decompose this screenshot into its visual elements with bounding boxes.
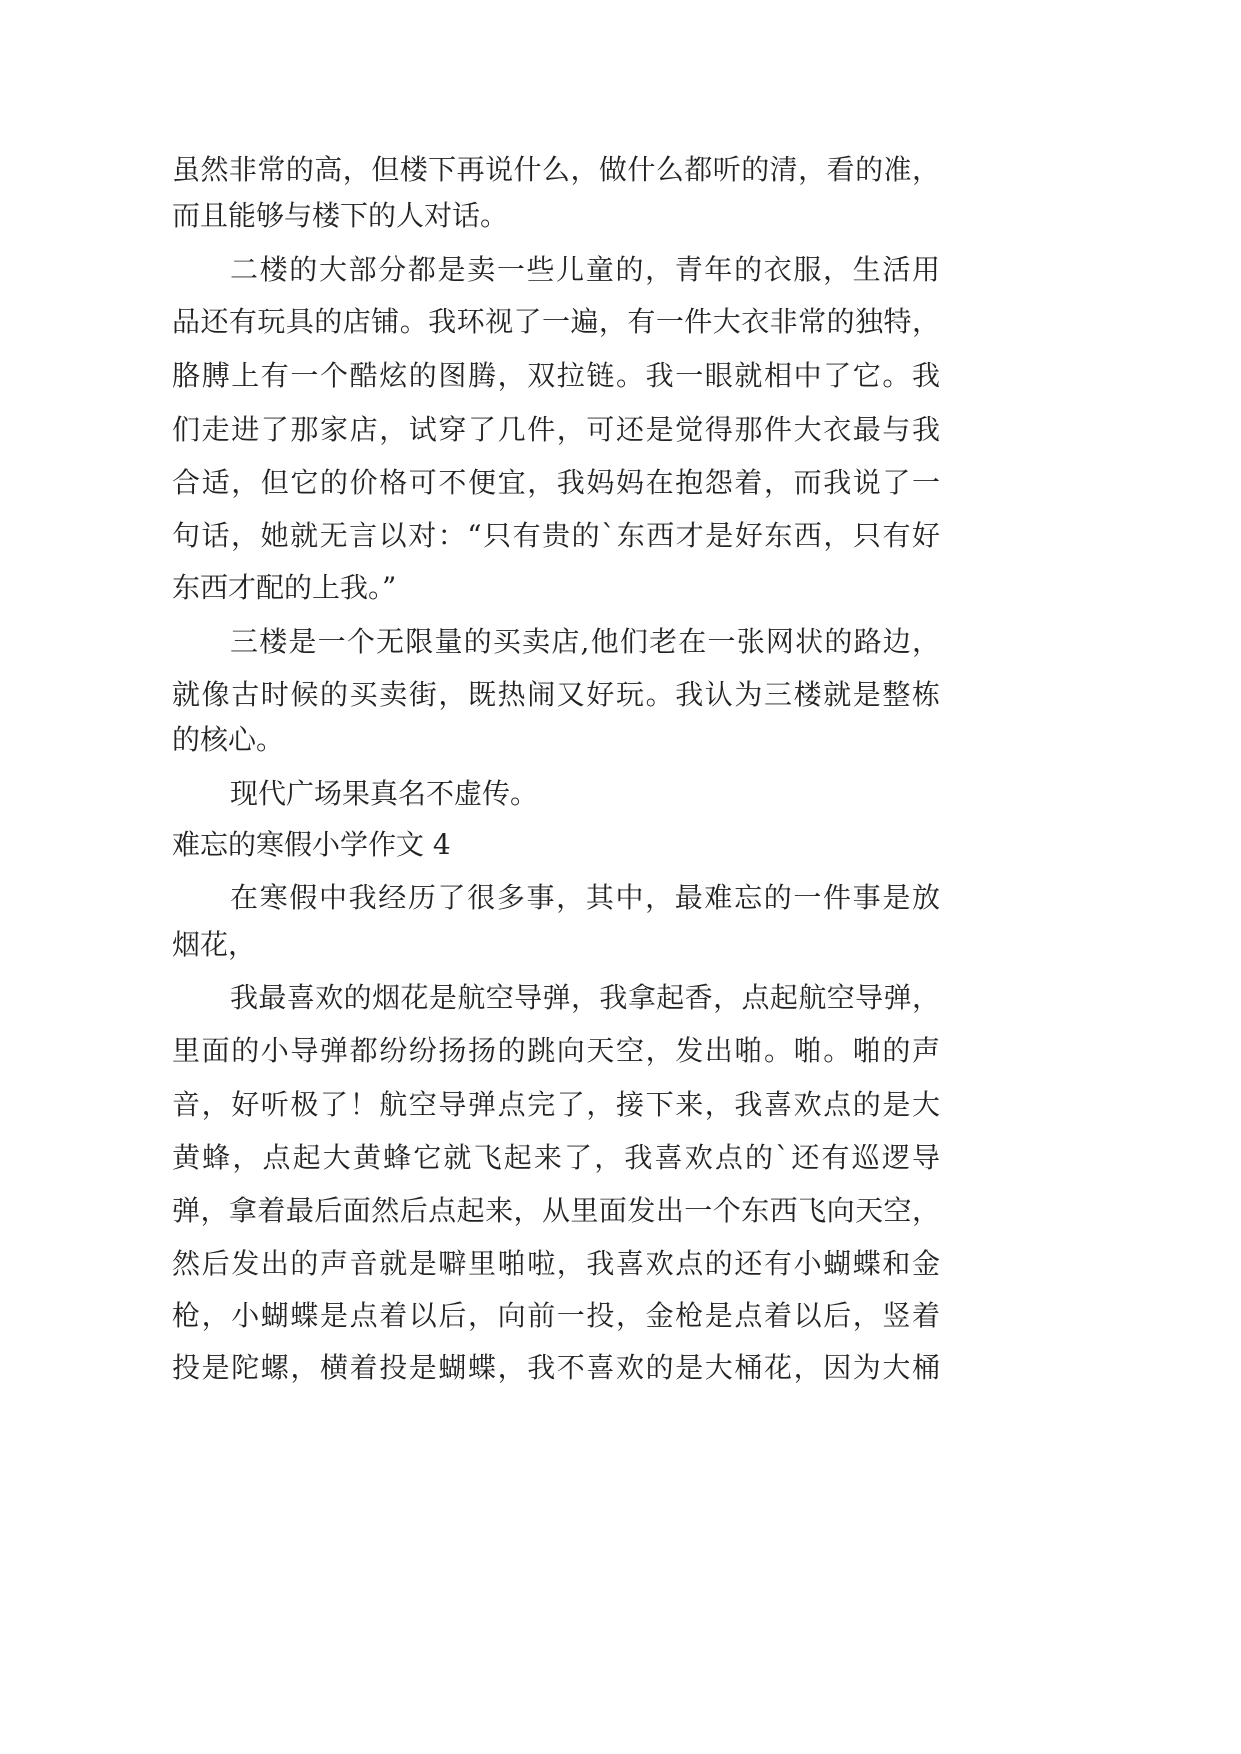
paragraph-line: 在寒假中我经历了很多事，其中，最难忘的一件事是放 — [230, 881, 940, 914]
paragraph-line: 而且能够与楼下的人对话。 — [172, 199, 509, 232]
paragraph-line: 里面的小导弹都纷纷扬扬的跳向天空，发出啪。啪。啪的声 — [172, 1034, 940, 1067]
paragraph-line: 投是陀螺，横着投是蝴蝶，我不喜欢的是大桶花，因为大桶 — [172, 1351, 940, 1384]
paragraph-line: 枪，小蝴蝶是点着以后，向前一投，金枪是点着以后，竖着 — [172, 1299, 940, 1332]
paragraph-line: 弹，拿着最后面然后点起来，从里面发出一个东西飞向天空， — [172, 1194, 940, 1227]
paragraph-line: 东西才配的上我。” — [172, 571, 397, 604]
paragraph-line: 三楼是一个无限量的买卖店,他们老在一张网状的路边， — [230, 625, 940, 658]
paragraph-line: 虽然非常的高，但楼下再说什么，做什么都听的清，看的准， — [172, 153, 940, 186]
paragraph-line: 我最喜欢的烟花是航空导弹，我拿起香，点起航空导弹， — [230, 981, 940, 1014]
paragraph-line: 的核心。 — [172, 723, 285, 756]
paragraph-line: 胳膊上有一个酷炫的图腾，双拉链。我一眼就相中了它。我 — [172, 359, 940, 392]
paragraph-line: 句话，她就无言以对：“只有贵的`东西才是好东西，只有好 — [172, 519, 940, 552]
paragraph-line: 现代广场果真名不虚传。 — [230, 777, 539, 810]
paragraph-line: 烟花， — [172, 928, 257, 961]
paragraph-line: 品还有玩具的店铺。我环视了一遍，有一件大衣非常的独特， — [172, 305, 940, 338]
paragraph-line: 音，好听极了！航空导弹点完了，接下来，我喜欢点的是大 — [172, 1088, 940, 1121]
paragraph-line: 黄蜂，点起大黄蜂它就飞起来了，我喜欢点的`还有巡逻导 — [172, 1141, 940, 1174]
essay-title: 难忘的寒假小学作文 4 — [172, 828, 451, 861]
paragraph-line: 然后发出的声音就是噼里啪啦，我喜欢点的还有小蝴蝶和金 — [172, 1247, 940, 1280]
paragraph-line: 就像古时候的买卖街，既热闹又好玩。我认为三楼就是整栋 — [172, 678, 940, 711]
paragraph-line: 们走进了那家店，试穿了几件，可还是觉得那件大衣最与我 — [172, 413, 940, 446]
paragraph-line: 二楼的大部分都是卖一些儿童的，青年的衣服，生活用 — [230, 253, 940, 286]
paragraph-line: 合适，但它的价格可不便宜，我妈妈在抱怨着，而我说了一 — [172, 466, 940, 499]
